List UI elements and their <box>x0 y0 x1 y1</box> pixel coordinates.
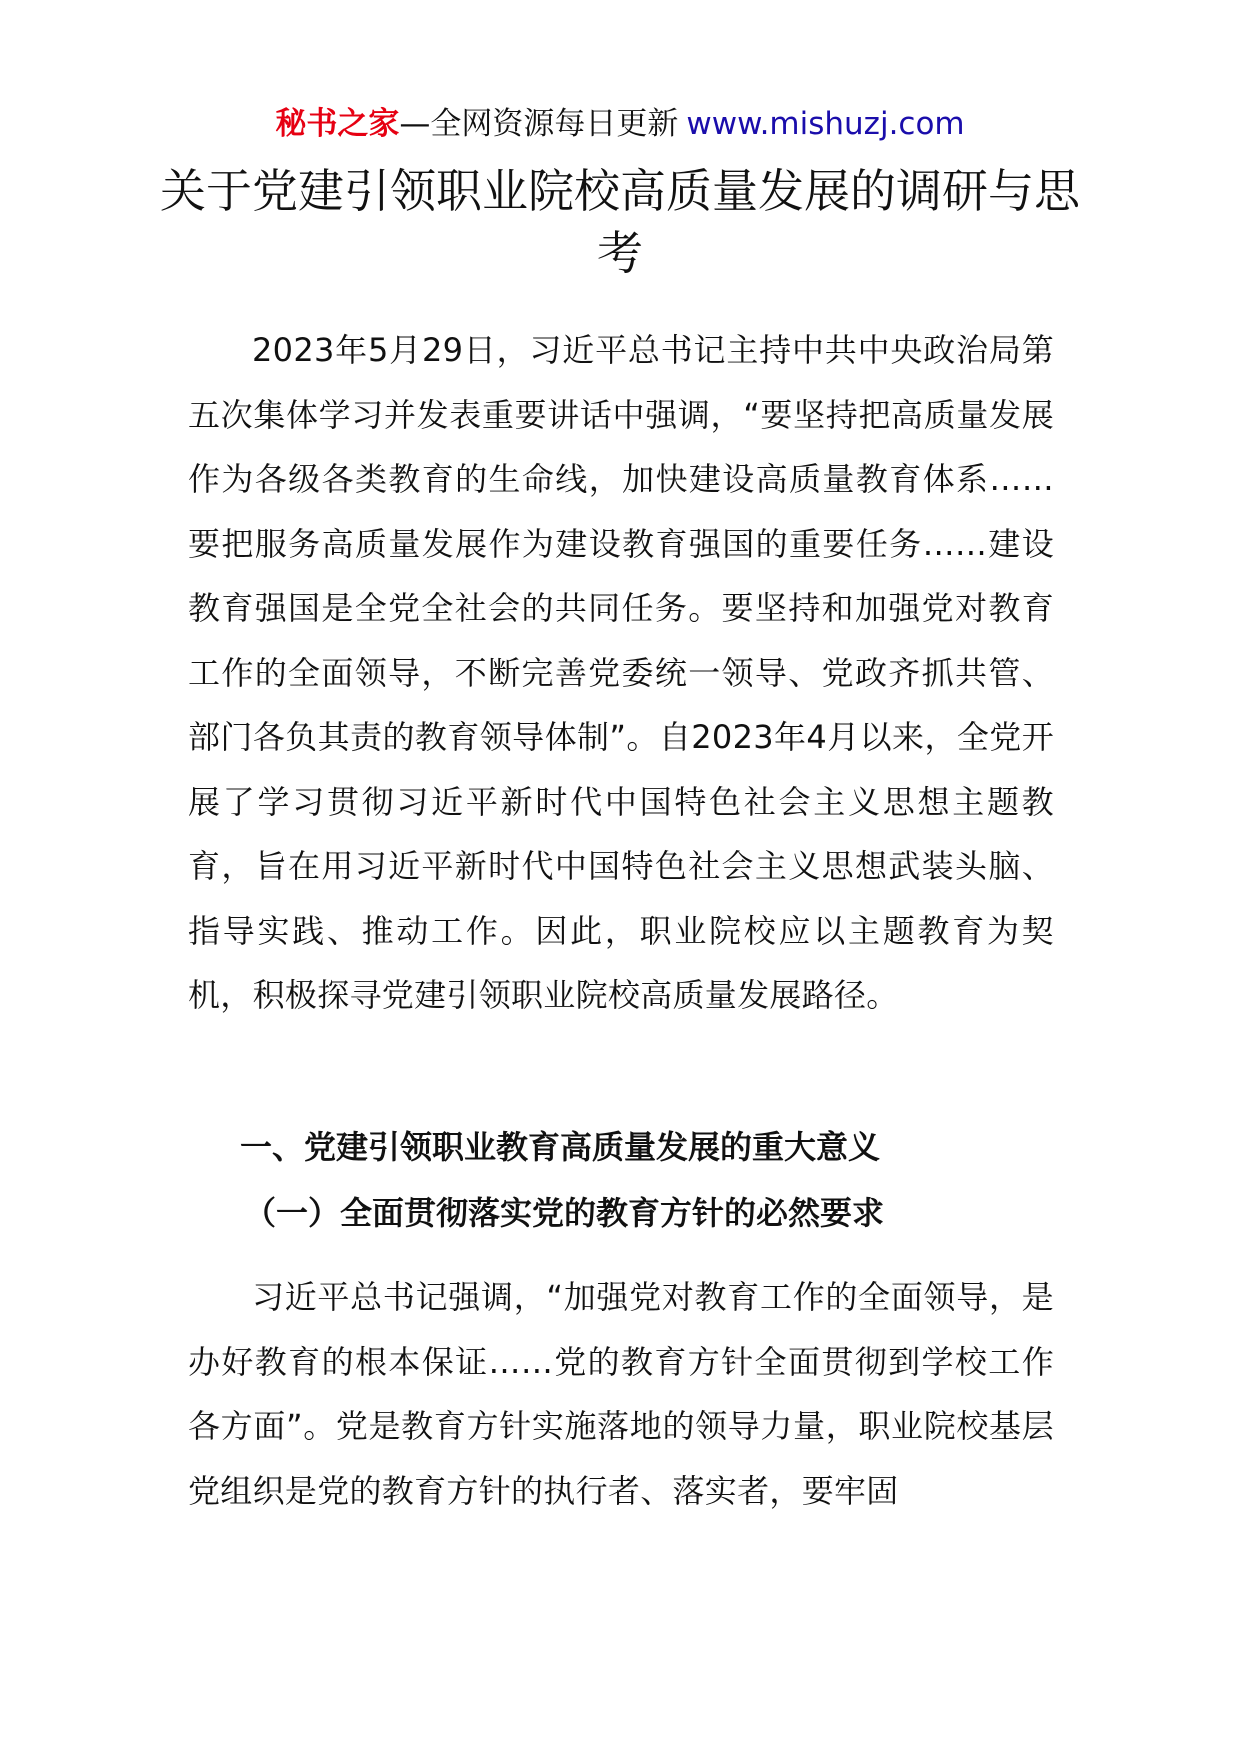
document-title: 关于党建引领职业院校高质量发展的调研与思考 <box>160 164 1080 280</box>
body-paragraph-2: 习近平总书记强调，“加强党对教育工作的全面领导，是办好教育的根本保证……党的教育方针全面贯彻到学校工作各方面”。党是教育方针实施落地的领导力量，职业院校基层党组织是党的教育方针的执行者、落实者，要牢固 <box>188 1278 1054 1510</box>
site-url-link[interactable]: www.mishuzj.com <box>686 106 965 142</box>
brand-name: 秘书之家 <box>275 106 400 142</box>
site-header <box>0 102 1240 146</box>
header-tagline: —全网资源每日更新 <box>399 106 679 142</box>
body-paragraph-1: 2023年5月29日，习近平总书记主持中共中央政治局第五次集体学习并发表重要讲话中强调，“要坚持把高质量发展作为各级各类教育的生命线，加快建设高质量教育体系……要把服务高质量发展作为建设教育强国的重要任务……建设教育强国是全党全社会的共同任务。要坚持和加强党对教育工作的全面领导，不断完善党委统一领导、党政齐抓共管、部门各负其责的教育领导体制”。自2023年4月以来，全党开展了学习贯彻习近平新时代中国特色社会主义思想主题教育，旨在用习近平新时代中国特色社会主义思想武装头脑、指导实践、推动工作。因此，职业院校应以主题教育为契机，积极探寻党建引领职业院校高质量发展路径。 <box>188 331 1054 1014</box>
section-heading-1: 一、党建引领职业教育高质量发展的重大意义 <box>240 1128 881 1166</box>
subsection-heading-1: （一）全面贯彻落实党的教育方针的必然要求 <box>244 1194 885 1232</box>
